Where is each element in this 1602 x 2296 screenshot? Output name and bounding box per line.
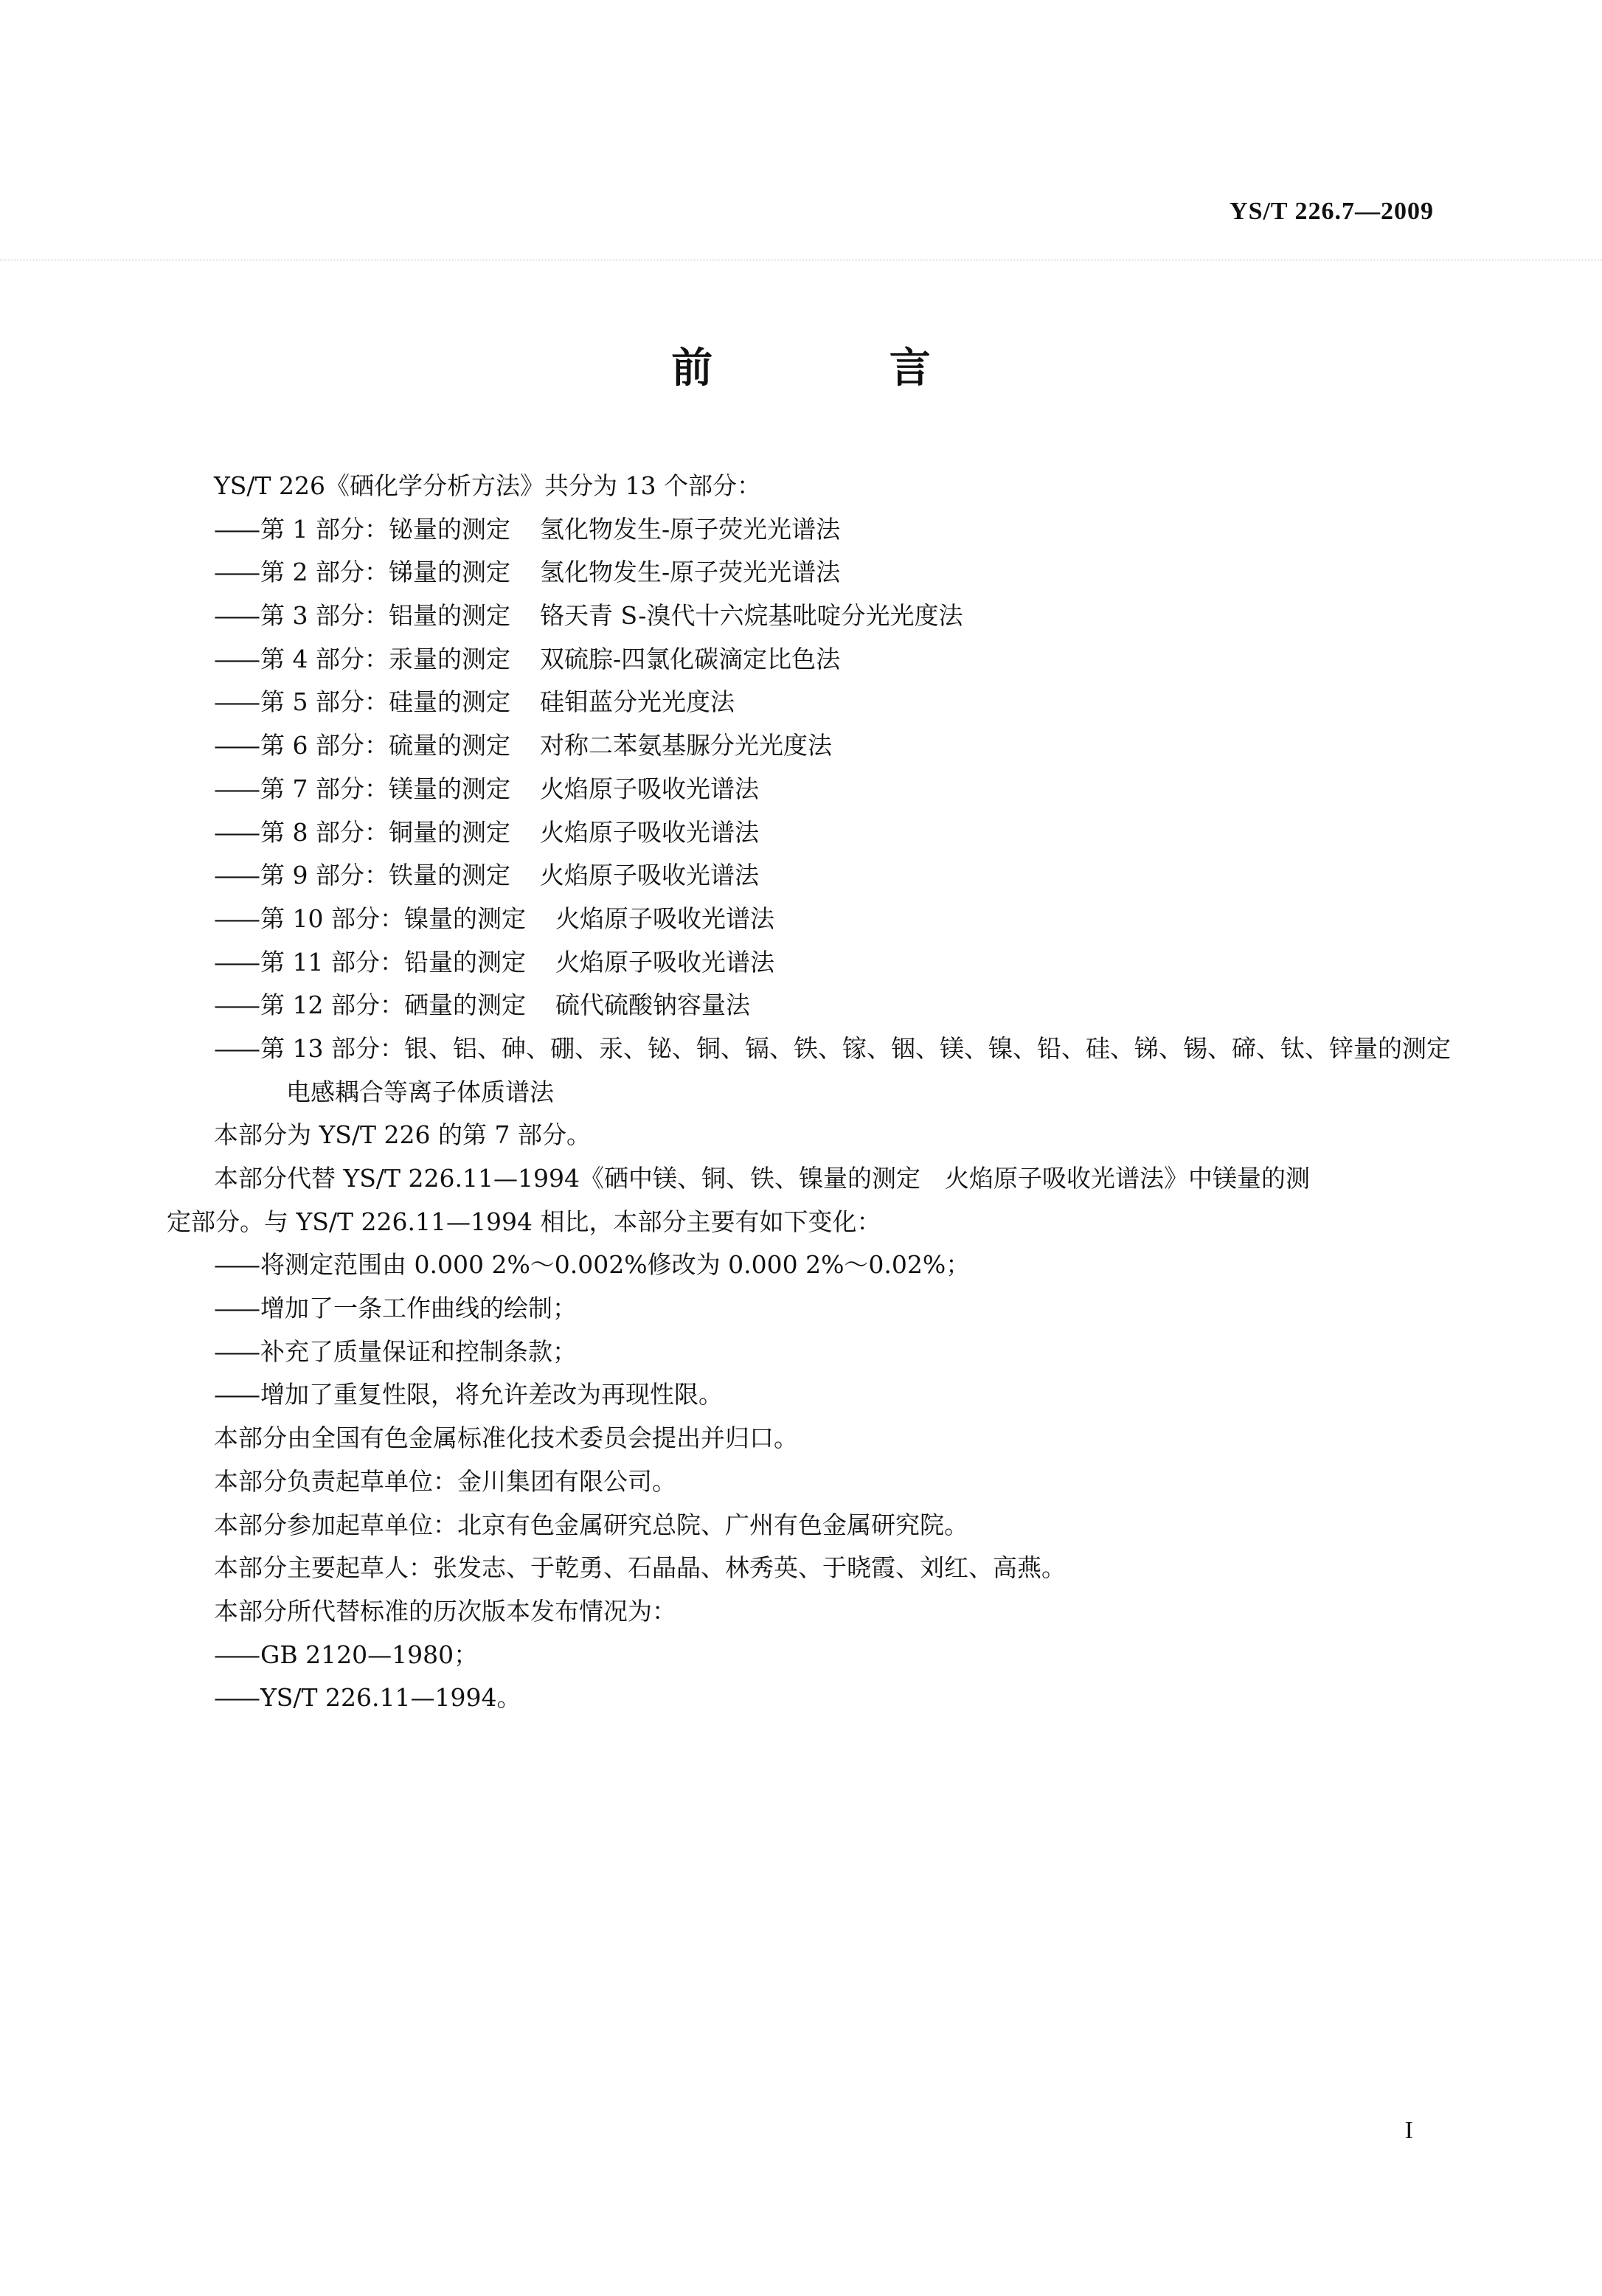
change-item	[167, 1331, 1450, 1374]
part-item	[167, 638, 1450, 681]
part-item	[167, 854, 1450, 898]
history-text: GB 2120—1980；	[260, 1640, 479, 1669]
dash-mark: ——	[214, 1250, 258, 1280]
part-method: 氢化物发生-原子荧光光谱法	[539, 514, 841, 544]
part13-method: 电感耦合等离子体质谱法	[286, 1077, 554, 1106]
dash-mark: ——	[214, 644, 258, 673]
change-item	[167, 1373, 1450, 1417]
part-method: 火焰原子吸收光谱法	[555, 904, 774, 933]
part-label: 第 7 部分：镁量的测定	[260, 774, 510, 803]
part-label: 第 11 部分：铅量的测定	[260, 947, 526, 977]
page-number: I	[1404, 2117, 1413, 2144]
part-method: 硫代硫酸钠容量法	[555, 991, 750, 1020]
document-body	[167, 465, 1450, 1720]
part-label: 第 4 部分：汞量的测定	[260, 644, 510, 673]
history-intro-paragraph: 本部分所代替标准的历次版本发布情况为：	[214, 1596, 676, 1626]
standard-code: YS/T 226.7—2009	[1230, 198, 1434, 225]
dash-mark: ——	[214, 558, 258, 587]
this-part-paragraph: 本部分为 YS/T 226 的第 7 部分。	[214, 1120, 591, 1150]
history-item	[167, 1676, 1450, 1720]
part-item	[167, 811, 1450, 855]
history-item	[167, 1634, 1450, 1677]
dash-mark: ——	[214, 1380, 258, 1409]
part-label: 第 6 部分：硫量的测定	[260, 731, 510, 760]
part-method: 铬天青 S-溴代十六烷基吡啶分光光度法	[539, 601, 963, 631]
dash-mark: ——	[214, 991, 258, 1020]
part-label: 第 2 部分：锑量的测定	[260, 558, 510, 587]
part13-label: 第 13 部分：银、铝、砷、硼、汞、铋、铜、镉、铁、镓、铟、镁、镍、铅、硅、锑、锡、碲、钛、锌量的测定	[260, 1033, 1451, 1063]
dash-mark: ——	[214, 904, 258, 933]
dash-mark: ——	[214, 514, 258, 544]
part-item	[167, 768, 1450, 811]
part-item	[167, 941, 1450, 985]
part-item	[167, 681, 1450, 724]
part-label: 第 3 部分：铝量的测定	[260, 601, 510, 631]
part-label: 第 8 部分：铜量的测定	[260, 817, 510, 847]
part-label: 第 1 部分：铋量的测定	[260, 514, 510, 544]
parts-list	[167, 508, 1450, 1027]
intro-paragraph: YS/T 226《硒化学分析方法》共分为 13 个部分：	[214, 471, 761, 500]
drafting-unit-paragraph: 本部分负责起草单位：金川集团有限公司。	[214, 1466, 676, 1496]
dash-mark: ——	[214, 1294, 258, 1323]
part-method: 火焰原子吸收光谱法	[555, 947, 774, 977]
page-title: 前 言	[671, 344, 1012, 392]
changes-list	[167, 1244, 1450, 1417]
history-text: YS/T 226.11—1994。	[260, 1683, 521, 1713]
change-item	[167, 1287, 1450, 1331]
replace-paragraph-line2: 定部分。与 YS/T 226.11—1994 相比，本部分主要有如下变化：	[167, 1207, 881, 1236]
dash-mark: ——	[214, 731, 258, 760]
part-method: 硅钼蓝分光光度法	[539, 687, 735, 717]
part-item	[167, 508, 1450, 552]
part-method: 火焰原子吸收光谱法	[539, 861, 759, 890]
replace-paragraph-line1: 本部分代替 YS/T 226.11—1994《硒中镁、铜、铁、镍量的测定 火焰原子吸收光谱法》中镁量的测	[214, 1164, 1310, 1193]
part-item	[167, 724, 1450, 768]
dash-mark: ——	[214, 774, 258, 803]
change-text: 补充了质量保证和控制条款；	[260, 1336, 577, 1366]
part-label: 第 9 部分：铁量的测定	[260, 861, 510, 890]
dash-mark: ——	[214, 861, 258, 890]
dash-mark: ——	[214, 687, 258, 717]
dash-mark: ——	[214, 1683, 258, 1713]
part-item	[167, 984, 1450, 1027]
change-text: 增加了重复性限，将允许差改为再现性限。	[260, 1380, 723, 1409]
part-item	[167, 898, 1450, 941]
history-list	[167, 1634, 1450, 1720]
dash-mark: ——	[214, 1336, 258, 1366]
part-item	[167, 594, 1450, 638]
change-item	[167, 1244, 1450, 1287]
dash-mark: ——	[214, 1033, 258, 1063]
drafters-paragraph: 本部分主要起草人：张发志、于乾勇、石晶晶、林秀英、于晓霞、刘红、高燕。	[214, 1553, 1066, 1583]
dash-mark: ——	[214, 947, 258, 977]
proposed-by-paragraph: 本部分由全国有色金属标准化技术委员会提出并归口。	[214, 1423, 798, 1453]
part-method: 火焰原子吸收光谱法	[539, 774, 759, 803]
part-method: 火焰原子吸收光谱法	[539, 817, 759, 847]
part-label: 第 10 部分：镍量的测定	[260, 904, 526, 933]
change-text: 增加了一条工作曲线的绘制；	[260, 1294, 577, 1323]
dash-mark: ——	[214, 601, 258, 631]
change-text: 将测定范围由 0.000 2%～0.002%修改为 0.000 2%～0.02%；	[260, 1250, 971, 1280]
part-label: 第 12 部分：硒量的测定	[260, 991, 526, 1020]
part13-item	[167, 1027, 1450, 1071]
dash-mark: ——	[214, 817, 258, 847]
part-method: 氢化物发生-原子荧光光谱法	[539, 558, 841, 587]
participating-units-paragraph: 本部分参加起草单位：北京有色金属研究总院、广州有色金属研究院。	[214, 1510, 968, 1539]
dash-mark: ——	[214, 1640, 258, 1669]
part-method: 对称二苯氨基脲分光光度法	[539, 731, 832, 760]
part-label: 第 5 部分：硅量的测定	[260, 687, 510, 717]
part-method: 双硫腙-四氯化碳滴定比色法	[539, 644, 841, 673]
part-item	[167, 551, 1450, 594]
